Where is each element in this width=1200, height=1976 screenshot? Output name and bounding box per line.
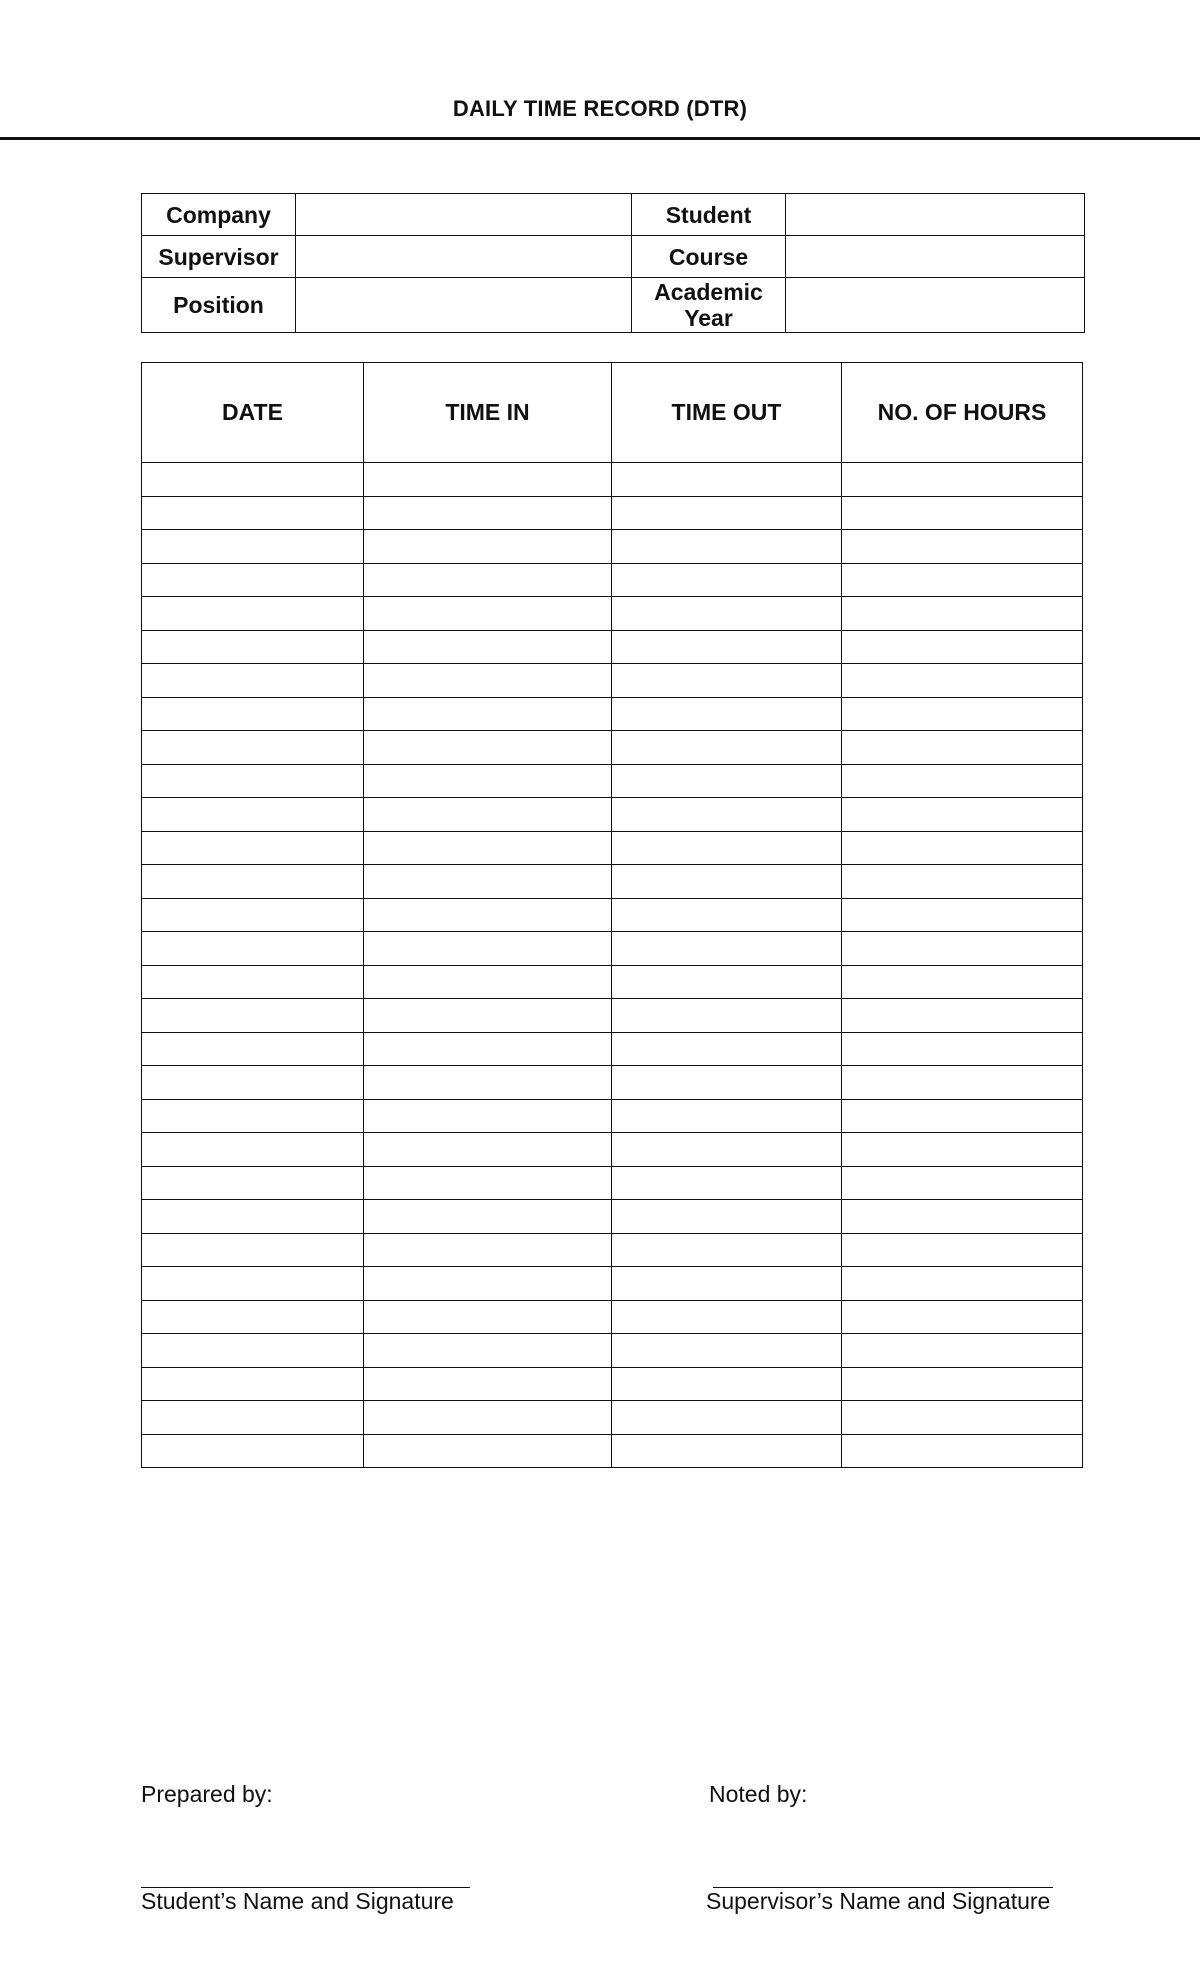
column-header-time-in: TIME IN xyxy=(364,363,612,463)
time-in-cell[interactable] xyxy=(364,1434,612,1468)
date-cell[interactable] xyxy=(142,965,364,999)
time-in-cell[interactable] xyxy=(364,731,612,765)
time-out-cell[interactable] xyxy=(612,1099,842,1133)
hours-cell[interactable] xyxy=(842,1434,1083,1468)
time-in-cell[interactable] xyxy=(364,1133,612,1167)
student-field[interactable] xyxy=(786,194,1085,236)
date-cell[interactable] xyxy=(142,1099,364,1133)
time-out-cell[interactable] xyxy=(612,932,842,966)
time-in-cell[interactable] xyxy=(364,597,612,631)
hours-cell[interactable] xyxy=(842,1401,1083,1435)
table-row xyxy=(142,1200,1083,1234)
noted-by-label: Noted by: xyxy=(709,1781,808,1807)
info-row-company xyxy=(142,194,1085,236)
table-row xyxy=(142,731,1083,765)
date-cell[interactable] xyxy=(142,496,364,530)
time-in-cell[interactable] xyxy=(364,898,612,932)
time-in-cell[interactable] xyxy=(364,1267,612,1301)
table-row xyxy=(142,1401,1083,1435)
student-signature-caption: Student’s Name and Signature xyxy=(141,1888,454,1914)
hours-cell[interactable] xyxy=(842,1367,1083,1401)
course-label: Course xyxy=(632,236,786,278)
time-record-table xyxy=(141,362,1083,1468)
hours-cell[interactable] xyxy=(842,463,1083,497)
table-row xyxy=(142,798,1083,832)
academic-year-label xyxy=(632,278,786,333)
hours-cell[interactable] xyxy=(842,764,1083,798)
time-out-cell[interactable] xyxy=(612,965,842,999)
date-cell[interactable] xyxy=(142,1300,364,1334)
hours-cell[interactable] xyxy=(842,1133,1083,1167)
time-out-cell[interactable] xyxy=(612,1401,842,1435)
hours-cell[interactable] xyxy=(842,1200,1083,1234)
hours-cell[interactable] xyxy=(842,1066,1083,1100)
table-row xyxy=(142,496,1083,530)
time-in-cell[interactable] xyxy=(364,1066,612,1100)
date-cell[interactable] xyxy=(142,764,364,798)
hours-cell[interactable] xyxy=(842,496,1083,530)
time-out-cell[interactable] xyxy=(612,597,842,631)
table-row xyxy=(142,1267,1083,1301)
time-in-cell[interactable] xyxy=(364,865,612,899)
table-row xyxy=(142,1099,1083,1133)
course-field[interactable] xyxy=(786,236,1085,278)
academic-year-label-line2: Year xyxy=(684,305,733,331)
time-out-cell[interactable] xyxy=(612,898,842,932)
time-in-cell[interactable] xyxy=(364,463,612,497)
date-cell[interactable] xyxy=(142,731,364,765)
supervisor-label: Supervisor xyxy=(142,236,296,278)
table-row xyxy=(142,764,1083,798)
column-header-time-out: TIME OUT xyxy=(612,363,842,463)
hours-cell[interactable] xyxy=(842,530,1083,564)
table-row xyxy=(142,1367,1083,1401)
time-out-cell[interactable] xyxy=(612,1133,842,1167)
time-out-cell[interactable] xyxy=(612,1066,842,1100)
table-row xyxy=(142,597,1083,631)
table-row xyxy=(142,1334,1083,1368)
title-divider xyxy=(0,137,1200,140)
table-row xyxy=(142,1133,1083,1167)
time-in-cell[interactable] xyxy=(364,1032,612,1066)
hours-cell[interactable] xyxy=(842,1233,1083,1267)
time-out-cell[interactable] xyxy=(612,1233,842,1267)
date-cell[interactable] xyxy=(142,1434,364,1468)
time-out-cell[interactable] xyxy=(612,999,842,1033)
table-row xyxy=(142,630,1083,664)
time-out-cell[interactable] xyxy=(612,865,842,899)
position-field[interactable] xyxy=(296,278,632,333)
column-header-date: DATE xyxy=(142,363,364,463)
time-out-cell[interactable] xyxy=(612,731,842,765)
date-cell[interactable] xyxy=(142,1267,364,1301)
time-out-cell[interactable] xyxy=(612,697,842,731)
table-row xyxy=(142,865,1083,899)
time-in-cell[interactable] xyxy=(364,1200,612,1234)
hours-cell[interactable] xyxy=(842,932,1083,966)
time-out-cell[interactable] xyxy=(612,530,842,564)
table-row xyxy=(142,1300,1083,1334)
table-row xyxy=(142,898,1083,932)
time-record-body xyxy=(142,463,1083,1468)
date-cell[interactable] xyxy=(142,697,364,731)
student-info-table xyxy=(141,193,1085,333)
hours-cell[interactable] xyxy=(842,731,1083,765)
hours-cell[interactable] xyxy=(842,865,1083,899)
time-out-cell[interactable] xyxy=(612,831,842,865)
date-cell[interactable] xyxy=(142,831,364,865)
time-in-cell[interactable] xyxy=(364,630,612,664)
time-out-cell[interactable] xyxy=(612,496,842,530)
time-in-cell[interactable] xyxy=(364,1099,612,1133)
date-cell[interactable] xyxy=(142,463,364,497)
table-row xyxy=(142,664,1083,698)
hours-cell[interactable] xyxy=(842,697,1083,731)
date-cell[interactable] xyxy=(142,664,364,698)
hours-cell[interactable] xyxy=(842,1267,1083,1301)
time-in-cell[interactable] xyxy=(364,1233,612,1267)
date-cell[interactable] xyxy=(142,798,364,832)
time-record-header-row xyxy=(142,363,1083,463)
time-in-cell[interactable] xyxy=(364,764,612,798)
date-cell[interactable] xyxy=(142,1401,364,1435)
time-out-cell[interactable] xyxy=(612,664,842,698)
time-in-cell[interactable] xyxy=(364,1401,612,1435)
time-out-cell[interactable] xyxy=(612,798,842,832)
time-out-cell[interactable] xyxy=(612,1032,842,1066)
time-out-cell[interactable] xyxy=(612,1166,842,1200)
table-row xyxy=(142,530,1083,564)
hours-cell[interactable] xyxy=(842,1300,1083,1334)
hours-cell[interactable] xyxy=(842,898,1083,932)
time-in-cell[interactable] xyxy=(364,496,612,530)
date-cell[interactable] xyxy=(142,563,364,597)
time-out-cell[interactable] xyxy=(612,764,842,798)
table-row xyxy=(142,1066,1083,1100)
time-out-cell[interactable] xyxy=(612,630,842,664)
date-cell[interactable] xyxy=(142,630,364,664)
company-label: Company xyxy=(142,194,296,236)
prepared-by-label: Prepared by: xyxy=(141,1781,273,1807)
hours-cell[interactable] xyxy=(842,1166,1083,1200)
time-in-cell[interactable] xyxy=(364,999,612,1033)
hours-cell[interactable] xyxy=(842,1032,1083,1066)
date-cell[interactable] xyxy=(142,597,364,631)
time-in-cell[interactable] xyxy=(364,831,612,865)
time-in-cell[interactable] xyxy=(364,697,612,731)
date-cell[interactable] xyxy=(142,1133,364,1167)
table-row xyxy=(142,932,1083,966)
date-cell[interactable] xyxy=(142,999,364,1033)
hours-cell[interactable] xyxy=(842,563,1083,597)
time-out-cell[interactable] xyxy=(612,1367,842,1401)
date-cell[interactable] xyxy=(142,1032,364,1066)
time-in-cell[interactable] xyxy=(364,664,612,698)
table-row xyxy=(142,697,1083,731)
date-cell[interactable] xyxy=(142,1367,364,1401)
hours-cell[interactable] xyxy=(842,831,1083,865)
date-cell[interactable] xyxy=(142,1066,364,1100)
table-row xyxy=(142,1032,1083,1066)
hours-cell[interactable] xyxy=(842,965,1083,999)
time-out-cell[interactable] xyxy=(612,563,842,597)
date-cell[interactable] xyxy=(142,1233,364,1267)
time-in-cell[interactable] xyxy=(364,965,612,999)
info-row-position xyxy=(142,278,1085,333)
date-cell[interactable] xyxy=(142,1200,364,1234)
supervisor-field[interactable] xyxy=(296,236,632,278)
time-out-cell[interactable] xyxy=(612,1200,842,1234)
time-in-cell[interactable] xyxy=(364,1334,612,1368)
time-in-cell[interactable] xyxy=(364,1166,612,1200)
info-row-supervisor xyxy=(142,236,1085,278)
time-out-cell[interactable] xyxy=(612,1334,842,1368)
student-label: Student xyxy=(632,194,786,236)
company-field[interactable] xyxy=(296,194,632,236)
hours-cell[interactable] xyxy=(842,664,1083,698)
document-title: DAILY TIME RECORD (DTR) xyxy=(452,96,748,121)
hours-cell[interactable] xyxy=(842,1099,1083,1133)
hours-cell[interactable] xyxy=(842,597,1083,631)
academic-year-field[interactable] xyxy=(786,278,1085,333)
table-row xyxy=(142,1166,1083,1200)
date-cell[interactable] xyxy=(142,865,364,899)
time-out-cell[interactable] xyxy=(612,463,842,497)
supervisor-signature-caption: Supervisor’s Name and Signature xyxy=(706,1888,1051,1914)
table-row xyxy=(142,1434,1083,1468)
time-in-cell[interactable] xyxy=(364,1300,612,1334)
table-row xyxy=(142,831,1083,865)
column-header-no-of-hours: NO. OF HOURS xyxy=(842,363,1083,463)
table-row xyxy=(142,999,1083,1033)
table-row xyxy=(142,965,1083,999)
hours-cell[interactable] xyxy=(842,798,1083,832)
time-in-cell[interactable] xyxy=(364,798,612,832)
date-cell[interactable] xyxy=(142,1166,364,1200)
position-label: Position xyxy=(142,278,296,333)
time-in-cell[interactable] xyxy=(364,932,612,966)
hours-cell[interactable] xyxy=(842,999,1083,1033)
date-cell[interactable] xyxy=(142,898,364,932)
time-out-cell[interactable] xyxy=(612,1300,842,1334)
table-row xyxy=(142,463,1083,497)
date-cell[interactable] xyxy=(142,530,364,564)
academic-year-label-line1: Academic xyxy=(654,279,763,305)
time-in-cell[interactable] xyxy=(364,1367,612,1401)
table-row xyxy=(142,563,1083,597)
date-cell[interactable] xyxy=(142,932,364,966)
hours-cell[interactable] xyxy=(842,630,1083,664)
date-cell[interactable] xyxy=(142,1334,364,1368)
hours-cell[interactable] xyxy=(842,1334,1083,1368)
time-in-cell[interactable] xyxy=(364,530,612,564)
table-row xyxy=(142,1233,1083,1267)
time-out-cell[interactable] xyxy=(612,1267,842,1301)
time-out-cell[interactable] xyxy=(612,1434,842,1468)
time-in-cell[interactable] xyxy=(364,563,612,597)
